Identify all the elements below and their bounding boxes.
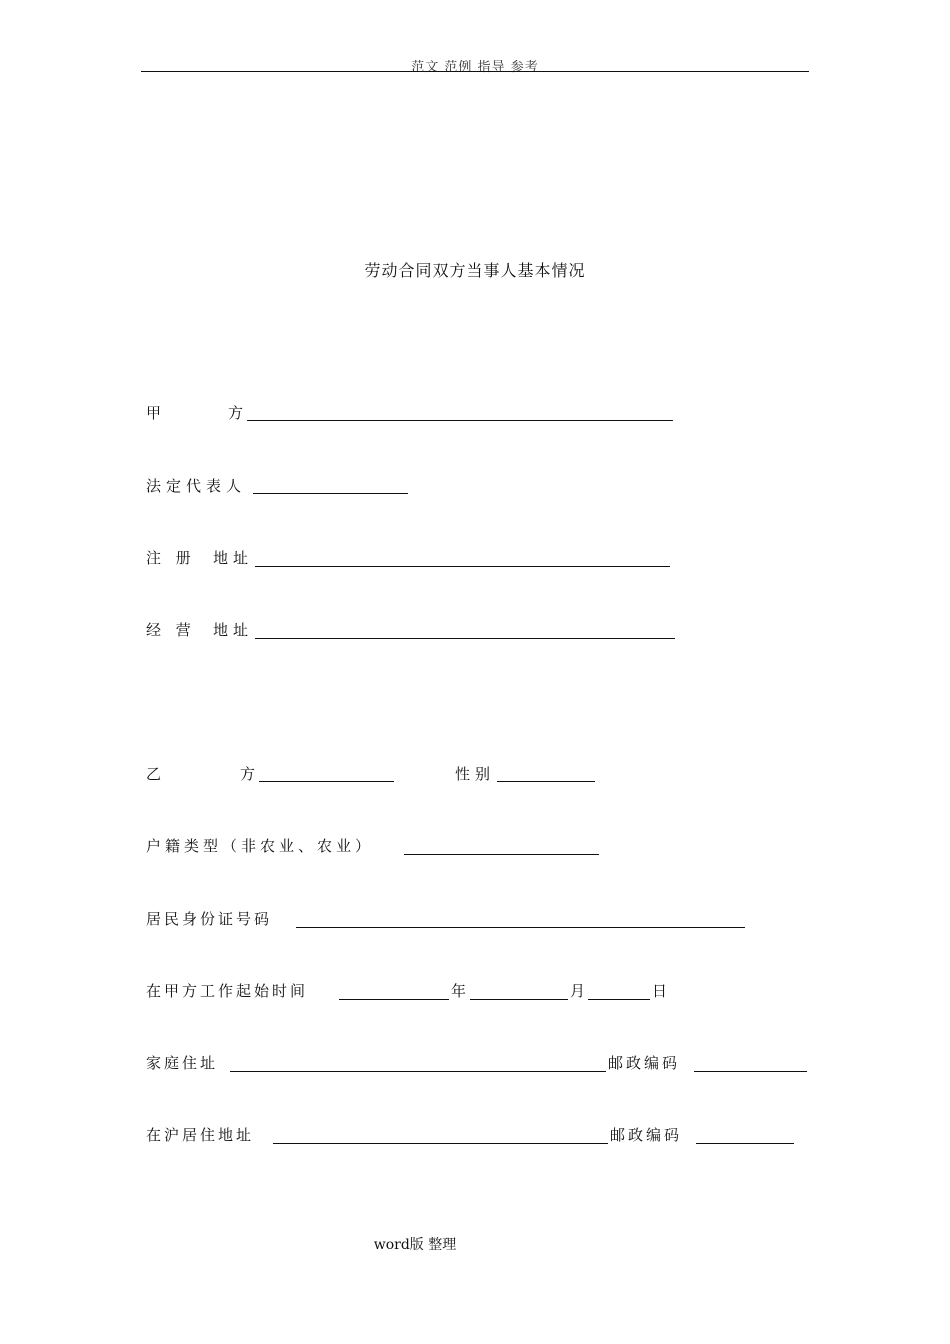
home-postcode-label: 邮政编码 — [608, 1054, 681, 1072]
gender-field[interactable] — [497, 781, 595, 782]
day-label: 日 — [652, 982, 668, 1000]
legal-rep-label: 法定代表人 — [146, 477, 247, 495]
start-date-label: 在甲方工作起始时间 — [146, 982, 309, 1000]
start-month-field[interactable] — [470, 999, 568, 1000]
reg-address-field[interactable] — [255, 566, 670, 567]
id-number-field[interactable] — [296, 927, 745, 928]
party-a-label-2: 方 — [228, 404, 249, 422]
party-b-name-field[interactable] — [259, 781, 394, 782]
legal-rep-field[interactable] — [253, 493, 408, 494]
hukou-label: 户籍类型（非农业、农业） — [146, 837, 375, 855]
party-a-label-1: 甲 — [146, 404, 167, 422]
home-postcode-field[interactable] — [694, 1071, 807, 1072]
party-b-label-1: 乙 — [146, 765, 167, 783]
home-address-label: 家庭住址 — [146, 1054, 219, 1072]
shanghai-postcode-field[interactable] — [696, 1143, 794, 1144]
id-number-label: 居民身份证号码 — [146, 910, 273, 928]
document-title: 劳动合同双方当事人基本情况 — [364, 261, 586, 280]
start-day-field[interactable] — [588, 999, 650, 1000]
gender-label: 性别 — [455, 765, 496, 783]
shanghai-postcode-label: 邮政编码 — [610, 1126, 683, 1144]
biz-address-field[interactable] — [255, 638, 675, 639]
shanghai-address-field[interactable] — [273, 1143, 608, 1144]
page-header: 范文 范例 指导 参考 — [411, 60, 539, 75]
party-b-label-2: 方 — [240, 765, 261, 783]
month-label: 月 — [570, 982, 586, 1000]
biz-address-label-2: 地址 — [213, 621, 254, 639]
biz-address-label-1: 经 营 — [146, 621, 196, 639]
party-a-name-field[interactable] — [247, 420, 673, 421]
shanghai-address-label: 在沪居住地址 — [146, 1126, 255, 1144]
hukou-field[interactable] — [404, 854, 599, 855]
header-rule — [141, 71, 809, 72]
start-year-field[interactable] — [339, 999, 449, 1000]
reg-address-label-1: 注 册 — [146, 549, 196, 567]
year-label: 年 — [451, 982, 467, 1000]
home-address-field[interactable] — [230, 1071, 606, 1072]
reg-address-label-2: 地址 — [213, 549, 254, 567]
page-footer: word版 整理 — [373, 1237, 457, 1253]
